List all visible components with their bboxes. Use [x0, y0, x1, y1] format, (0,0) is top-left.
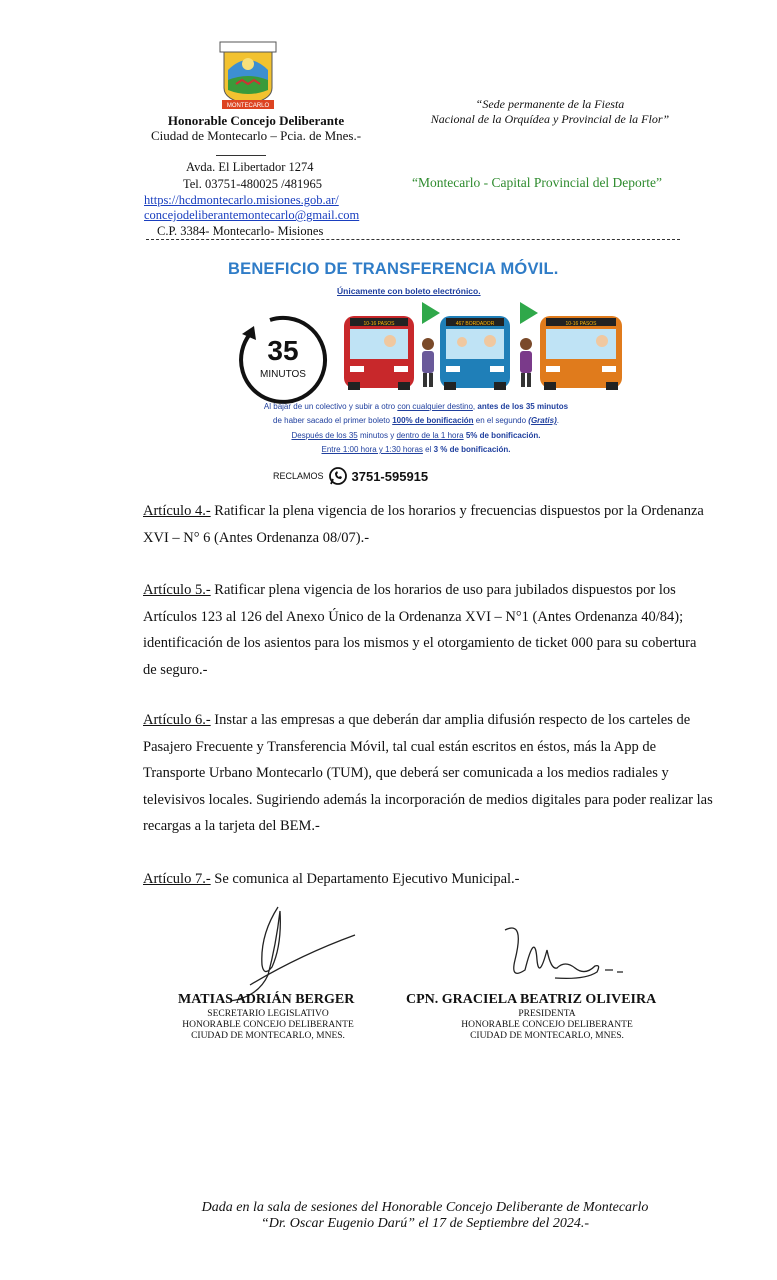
flyer-line-3c: dentro de la 1 hora [396, 431, 464, 440]
signature-berger-icon [210, 905, 370, 1005]
signature-oliveira-icon [485, 920, 635, 990]
phone: Tel. 03751-480025 /481965 [183, 177, 323, 191]
postal-code: C.P. 3384- Montecarlo- Misiones [157, 224, 324, 238]
address: Avda. El Libertador 1274 [186, 160, 314, 174]
flyer-line-3b: minutos y [357, 431, 397, 440]
flyer-line-2a: de haber sacado el primer boleto [273, 416, 393, 425]
flyer-line-1b: con cualquier destino [397, 402, 473, 411]
motto-festival [420, 97, 680, 127]
footer-line-2: “Dr. Oscar Eugenio Darú” el 17 de Septiembre del 2024.- [260, 1216, 590, 1231]
motto-sport: “Montecarlo - Capital Provincial del Deporte” [412, 175, 663, 190]
bus3-sign: 10-16 PASOS [565, 321, 597, 327]
flyer-line-2d: (Gratis) [528, 416, 557, 425]
flyer-subtitle: Únicamente con boleto electrónico. [337, 286, 481, 296]
article-7 [143, 866, 713, 893]
flyer-line-2b: 100% de bonificación [392, 416, 474, 425]
dashed-divider [146, 239, 680, 240]
montecarlo-coat-of-arms-logo [218, 40, 278, 112]
buses-illustration [340, 296, 630, 396]
signatory-2-role: PRESIDENTA [518, 1009, 576, 1019]
motto-line-1: “Sede permanente de la Fiesta [475, 97, 625, 111]
red-bus-icon [344, 316, 414, 390]
reclamos-contact [273, 466, 428, 486]
footer [150, 1200, 700, 1232]
signatory-1-details [168, 1009, 368, 1042]
arrow-icon [422, 302, 440, 324]
signatory-1-city: CIUDAD DE MONTECARLO, MNES. [191, 1031, 345, 1041]
footer-line-1: Dada en la sala de sesiones del Honorable Concejo Deliberante de Montecarlo [201, 1200, 649, 1215]
signatory-2-city: CIUDAD DE MONTECARLO, MNES. [470, 1031, 624, 1041]
flyer-line-1c: , [472, 402, 478, 411]
passenger-icon [520, 338, 532, 387]
flyer-line-2 [206, 416, 626, 425]
flyer-line-3d: 5% de bonificación. [463, 431, 541, 440]
article-7-text: Se comunica al Departamento Ejecutivo Municipal.- [210, 871, 520, 887]
signatory-2-name: CPN. GRACIELA BEATRIZ OLIVEIRA [406, 992, 657, 1007]
article-4 [143, 498, 713, 551]
signatory-2-details [447, 1009, 647, 1042]
reclamos-phone: 3751-595915 [351, 468, 429, 484]
institution-name: Honorable Concejo Deliberante [167, 113, 345, 128]
clock-35-minutes-icon [230, 312, 336, 404]
flyer-line-1d: antes de los 35 minutos [477, 402, 569, 411]
email-link[interactable]: concejodeliberantemontecarlo@gmail.com [144, 208, 360, 222]
flyer-line-2c: en el segundo [473, 416, 529, 425]
reclamos-label: RECLAMOS [273, 471, 324, 481]
logo-text: MONTECARLO [226, 103, 270, 109]
flyer-line-4 [206, 445, 626, 454]
article-5-label: Artículo 5.- [143, 582, 211, 598]
flyer-line-3a: Después de los 35 [291, 431, 358, 440]
article-6-label: Artículo 6.- [143, 712, 211, 728]
flyer-line-2e: . [556, 416, 559, 425]
flyer-line-4a: Entre 1:00 hora y 1:30 horas [321, 445, 423, 454]
passenger-icon [422, 338, 434, 387]
flyer-line-4c: 3 % de bonificación. [433, 445, 511, 454]
motto-line-2: Nacional de la Orquídea y Provincial de la Flor” [430, 112, 670, 126]
flyer-title: BENEFICIO DE TRANSFERENCIA MÓVIL. [228, 260, 559, 278]
flyer-line-4b: el [422, 445, 434, 454]
article-4-text: Ratificar la plena vigencia de los horarios y frecuencias dispuestos por la Ordenanza XVI – N° 6 (Antes Ordenanza 08/07).- [143, 503, 704, 546]
arrow-icon [520, 302, 538, 324]
article-7-label: Artículo 7.- [143, 871, 211, 887]
clock-label: MINUTOS [260, 369, 306, 380]
flyer-line-1 [206, 402, 626, 411]
website-link[interactable]: https://hcdmontecarlo.misiones.gob.ar/ [144, 193, 339, 207]
article-6-text: Instar a las empresas a que deberán dar amplia difusión respecto de los carteles de Pasajero Frecuente y Transferencia Móvil, tal cual están escritos en éstos, más la App de Transporte Urbano Montecarlo (TUM), que deberá ser comunicada a los medios radiales y televisivos locales. Sugiriendo además la incorporación de medios digitales para poder realizar las recargas a la tarjeta del BEM.- [143, 712, 713, 834]
article-6 [143, 707, 713, 840]
clock-number: 35 [267, 335, 299, 366]
signatory-1-role: SECRETARIO LEGISLATIVO [207, 1009, 329, 1019]
signatory-1-name: MATIAS ADRIÁN BERGER [178, 992, 355, 1007]
flyer-line-3 [206, 431, 626, 440]
article-5 [143, 577, 713, 683]
institution-city: Ciudad de Montecarlo – Pcia. de Mnes.- [150, 128, 362, 143]
blue-bus-icon [440, 316, 510, 390]
signatory-2-org: HONORABLE CONCEJO DELIBERANTE [461, 1020, 633, 1030]
flyer-line-1a: Al bajar de un colectivo y subir a otro [263, 402, 398, 411]
article-5-text: Ratificar plena vigencia de los horarios de uso para jubilados dispuestos por los Artículos 123 al 126 del Anexo Único de la Ordenanza XVI – N°1 (Antes Ordenanza 40/84); identificación de los asientos para los mismos y el otorgamiento de ticket 000 para su cobertura de seguro.- [143, 582, 697, 678]
orange-bus-icon [540, 316, 622, 390]
bus1-sign: 10-16 PASOS [363, 321, 395, 327]
signatory-1-org: HONORABLE CONCEJO DELIBERANTE [182, 1020, 354, 1030]
header-separator [216, 155, 266, 156]
article-4-label: Artículo 4.- [143, 503, 211, 519]
bus2-sign: 467 BORDADOR [455, 321, 495, 327]
whatsapp-icon [328, 466, 348, 486]
